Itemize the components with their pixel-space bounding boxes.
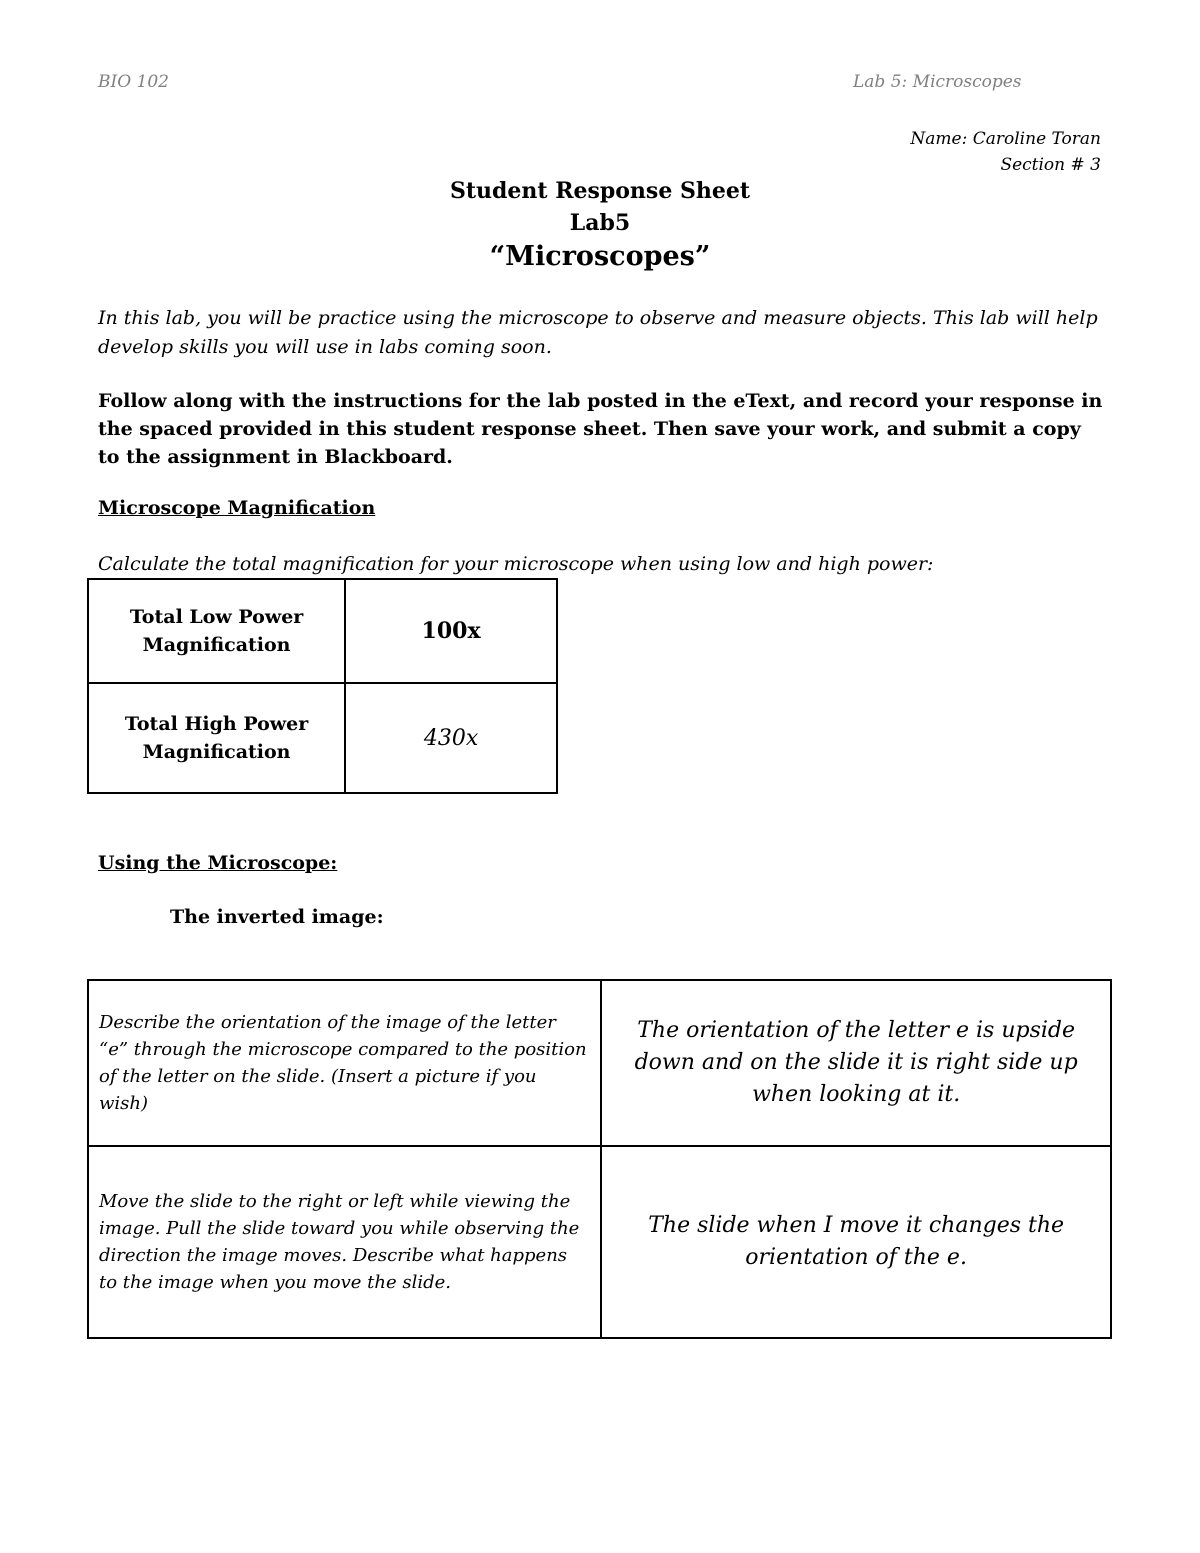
inverted-image-subheading: The inverted image: (170, 906, 384, 928)
header-lab-title: Lab 5: Microscopes (853, 72, 1022, 92)
magnification-table (87, 578, 558, 794)
lab-number: Lab5 (569, 210, 631, 236)
student-section: Section # 3 (1000, 155, 1101, 175)
using-microscope-heading: Using the Microscope: (98, 852, 338, 874)
orientation-table (87, 979, 1112, 1339)
high-power-value[interactable]: 430x (345, 683, 557, 793)
lab-name: “Microscopes” (489, 241, 711, 272)
student-info (910, 126, 1101, 178)
orientation-question: Describe the orientation of the image of the letter “e” through the microscope compared to the position of the letter on the slide. (Insert a picture if you wish) (88, 980, 601, 1146)
low-power-label: Total Low Power Magnification (88, 579, 345, 683)
orientation-answer[interactable]: The orientation of the letter e is upside down and on the slide it is right side up when looking at it. (601, 980, 1111, 1146)
high-power-label: Total High Power Magnification (88, 683, 345, 793)
header-course: BIO 102 (98, 72, 169, 92)
table-row (88, 980, 1111, 1146)
movement-answer[interactable]: The slide when I move it changes the orientation of the e. (601, 1146, 1111, 1338)
low-power-value[interactable]: 100x (345, 579, 557, 683)
magnification-heading: Microscope Magnification (98, 497, 376, 519)
table-row (88, 683, 557, 793)
magnification-prompt: Calculate the total magnification for your microscope when using low and high power: (98, 553, 934, 575)
table-row (88, 579, 557, 683)
intro-paragraph: In this lab, you will be practice using the microscope to observe and measure objects. This lab will help develop skills you will use in labs coming soon. (98, 307, 1098, 358)
movement-question: Move the slide to the right or left while viewing the image. Pull the slide toward you while observing the direction the image moves. Describe what happens to the image when you move the slide. (88, 1146, 601, 1338)
table-row (88, 1146, 1111, 1338)
instructions-paragraph: Follow along with the instructions for the lab posted in the eText, and record your response in the spaced provided in this student response sheet. Then save your work, and submit a copy to the assignment in Blackboard. (98, 390, 1103, 468)
sheet-title: Student Response Sheet (449, 178, 751, 204)
student-name: Name: Caroline Toran (910, 129, 1101, 149)
